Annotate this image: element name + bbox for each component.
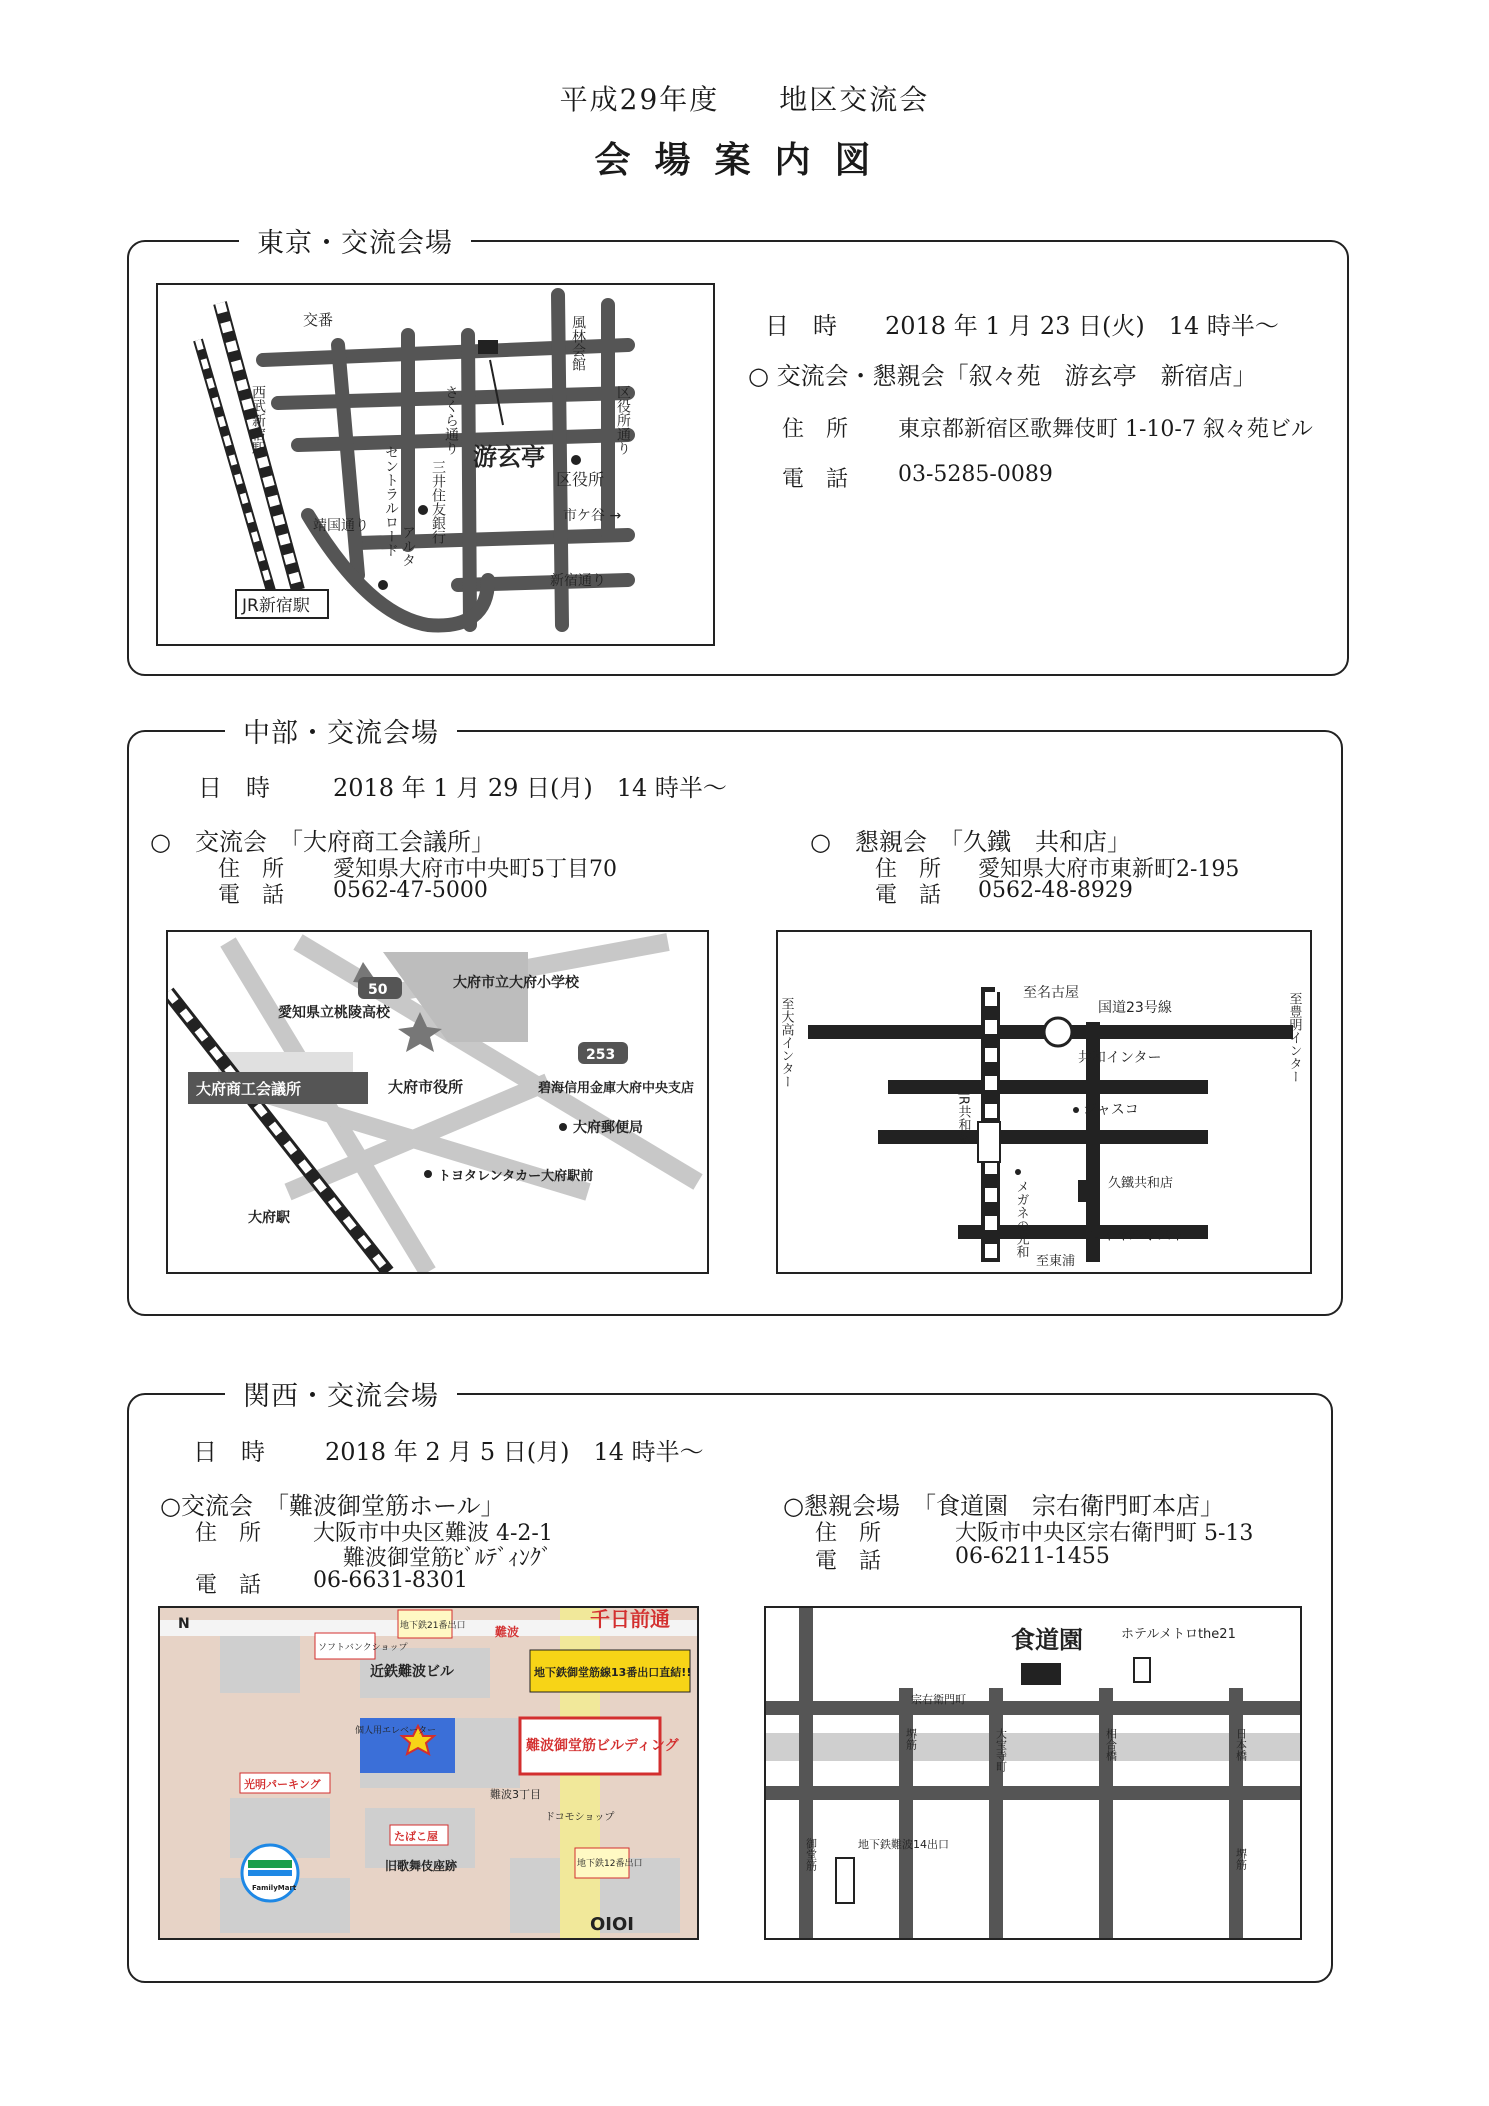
north-label: N [178, 1616, 190, 1632]
subway12-label: 地下鉄12番出口 [577, 1859, 643, 1869]
chubu-right-tel-label: 電 話 [875, 883, 942, 908]
sennichimae-label: 千日前通 [590, 1608, 670, 1631]
kansai-right-tel-value: 06-6211-1455 [955, 1544, 1110, 1569]
tokyo-map [156, 283, 715, 646]
document-title: 会場案内図 [594, 139, 895, 181]
to-nagoya-label: 至名古屋 [1023, 985, 1079, 1001]
yugentei-building [478, 340, 498, 354]
namba-label: 難波 [495, 1625, 520, 1639]
sakaisuji2-label: 堺筋 [1234, 1848, 1248, 1870]
tokyo-section-title: 東京・交流会場 [239, 221, 471, 260]
chubu-map-chamber [166, 930, 709, 1274]
elevator-label: 個人用エレベーター [355, 1726, 437, 1736]
obu-station-label: 大府駅 [248, 1210, 290, 1226]
kansai-section-title: 関西・交流会場 [225, 1374, 457, 1413]
route50-label: 50 [368, 982, 388, 998]
tokyo-tel-value: 03-5285-0089 [898, 462, 1053, 487]
tokyo-venue: ○ 交流会・懇親会「叙々苑 游玄亭 新宿店」 [748, 362, 1257, 390]
chubu-left-tel-label: 電 話 [218, 883, 285, 908]
yasukuni-label: 靖国通り [313, 518, 369, 534]
kansai-map-shokudoen [764, 1606, 1302, 1940]
chubu-left-venue: ○ 交流会 「大府商工会議所」 [150, 828, 495, 856]
chubu-date-label: 日 時 [198, 774, 270, 802]
chamber-label: 大府商工会議所 [196, 1080, 302, 1098]
kansai-left-venue: ○交流会 「難波御堂筋ホール」 [160, 1492, 505, 1520]
soemoncho-label: 宗右衛門町 [911, 1693, 966, 1706]
chubu-right-venue: ○ 懇親会 「久鐵 共和店」 [810, 828, 1131, 856]
chubu-map-kyutetsu [776, 930, 1312, 1274]
jr-shinjuku-label: JR新宿駅 [242, 596, 310, 616]
shokudoen-label: 食道園 [1011, 1626, 1083, 1654]
chubu-date-value: 2018 年 1 月 29 日(月) 14 時半～ [333, 774, 727, 802]
shinjuku-dori-label: 新宿通り [550, 573, 606, 589]
chubu-left-addr-value: 愛知県大府市中央町5丁目70 [333, 857, 617, 882]
seibu-label: 西武新宿駅 [250, 385, 266, 455]
hotel-label: ホテルメトロthe21 [1121, 1627, 1236, 1642]
central-label: セントラルロード [383, 445, 399, 557]
post-label: 大府郵便局 [573, 1120, 643, 1136]
aikawa-label: 相合橋 [1104, 1728, 1118, 1761]
kansai-date-value: 2018 年 2 月 5 日(月) 14 時半～ [325, 1438, 704, 1466]
shokudoen-building [1021, 1663, 1061, 1685]
mitsui-label: 三井住友銀行 [430, 460, 446, 544]
kansai-map-hall [158, 1606, 699, 1940]
city-hall-label: 大府市役所 [388, 1078, 464, 1096]
softbank-label: ソフトバンクショップ [318, 1643, 408, 1653]
daiei-label: 大宝寺町 [994, 1728, 1008, 1772]
chubu-right-addr-label: 住 所 [875, 857, 942, 882]
kansai-right-addr-value: 大阪市中央区宗右衛門町 5-13 [955, 1521, 1254, 1546]
subway-exit-label: 地下鉄難波14出口 [858, 1838, 949, 1851]
to-odaka-label: 至大高インター [778, 997, 794, 1088]
obu-school-label: 大府市立大府小学校 [453, 975, 579, 991]
tokyo-date-label: 日 時 [765, 312, 837, 340]
kansai-left-addr-value: 大阪市中央区難波 4-2-1 [313, 1521, 553, 1546]
to-toura-label: 至東浦 [1036, 1254, 1076, 1269]
sakaisuji-label: 堺筋 [904, 1728, 918, 1750]
tokyo-tel-label: 電 話 [782, 467, 849, 492]
chubu-left-tel-value: 0562-47-5000 [333, 878, 488, 903]
rail-track [198, 303, 298, 615]
kabukiza-label: 旧歌舞伎座跡 [385, 1859, 458, 1873]
sakura-label: さくら通り [443, 385, 459, 455]
route23-label: 国道23号線 [1098, 1000, 1172, 1016]
chubu-section-title: 中部・交流会場 [225, 711, 457, 750]
kuyakusho-dori-label: 区役所通り [615, 385, 631, 455]
alta-label: アルタ [400, 525, 416, 567]
toryo-label: 愛知県立桃陵高校 [278, 1005, 390, 1021]
kyutetsu-building [1078, 1180, 1100, 1202]
hekikai-label: 碧海信用金庫大府中央支店 [538, 1081, 695, 1096]
tokyo-addr-value: 東京都新宿区歌舞伎町 1-10-7 叙々苑ビル [898, 417, 1313, 442]
royal-label: ロイヤルホスト [1088, 1228, 1186, 1244]
kansai-left-tel-value: 06-6631-8301 [313, 1568, 468, 1593]
nipponbashi-label: 日本橋 [1234, 1728, 1248, 1761]
megane-label: メガネの光和 [1013, 1180, 1029, 1258]
to-toyoake-label: 至豊明インター [1286, 992, 1302, 1083]
tokyo-addr-label: 住 所 [782, 417, 849, 442]
kyutetsu-label: 久鐵共和店 [1108, 1176, 1174, 1191]
marui-label: OIOI [590, 1914, 634, 1935]
midosuji-label: 御堂筋 [804, 1838, 818, 1871]
building-label: 難波御堂筋ビルディング [526, 1738, 679, 1754]
jr-kyowa-label: JR共和駅 [955, 1092, 971, 1144]
kansai-left-tel-label: 電 話 [195, 1573, 262, 1598]
midosuji-callout: 地下鉄御堂筋線13番出口直結!! [534, 1666, 692, 1679]
yugentei-label: 游玄亭 [473, 443, 545, 471]
ichigaya-label: 市ケ谷 → [563, 508, 622, 524]
koban-label: 交番 [303, 311, 334, 329]
chubu-left-addr-label: 住 所 [218, 857, 285, 882]
kansai-right-tel-label: 電 話 [815, 1549, 882, 1574]
docomo-label: ドコモショップ [545, 1812, 615, 1823]
namba3-label: 難波3丁目 [490, 1788, 541, 1801]
kansai-right-addr-label: 住 所 [815, 1521, 882, 1546]
toyota-label: トヨタレンタカー大府駅前 [438, 1169, 594, 1184]
tabakoya-label: たばこ屋 [394, 1830, 438, 1843]
komyo-label: 光明パーキング [244, 1778, 321, 1791]
familymart-label: FamilyMart [252, 1884, 297, 1892]
route253-label: 253 [586, 1047, 616, 1063]
kuyakusho-label: 区役所 [556, 470, 605, 489]
kintetsu-label: 近鉄難波ビル [370, 1664, 454, 1680]
subway21-label: 地下鉄21番出口 [400, 1621, 466, 1631]
kansai-left-addr-value2: 難波御堂筋ﾋﾞﾙﾃﾞｨﾝｸﾞ [343, 1546, 553, 1571]
chubu-right-addr-value: 愛知県大府市東新町2-195 [978, 857, 1240, 882]
chubu-right-tel-value: 0562-48-8929 [978, 878, 1133, 903]
kansai-right-venue: ○懇親会場 「食道園 宗右衛門町本店」 [783, 1492, 1224, 1520]
jasco-label: ジャスコ [1083, 1102, 1139, 1118]
furin-label: 風林会館 [570, 315, 586, 371]
tokyo-date-value: 2018 年 1 月 23 日(火) 14 時半～ [885, 312, 1279, 340]
kansai-date-label: 日 時 [193, 1438, 265, 1466]
kansai-left-addr-label: 住 所 [195, 1521, 262, 1546]
document-subtitle: 平成29年度 地区交流会 [559, 83, 930, 116]
kyowa-ic-label: 共和インター [1078, 1050, 1162, 1066]
